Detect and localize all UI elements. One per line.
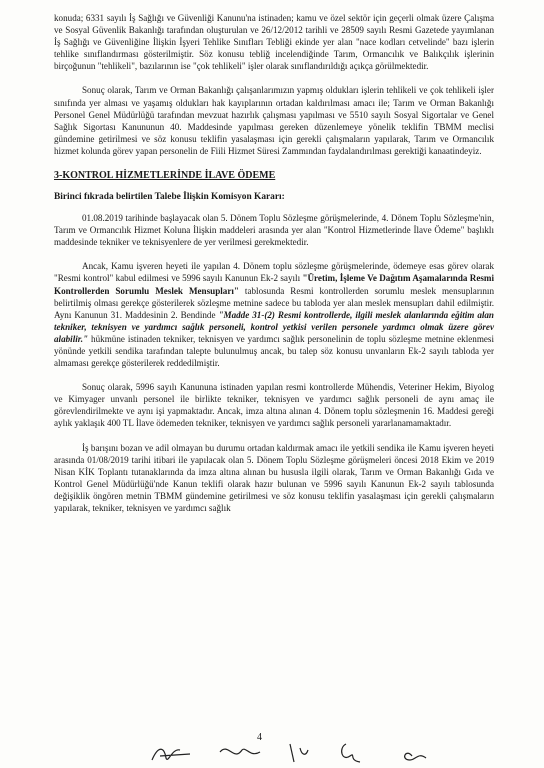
signature-row xyxy=(150,738,450,768)
paragraph-intro: konuda; 6331 sayılı İş Sağlığı ve Güvenliği Kanunu'na istinaden; kamu ve özel sektör için geçerli olmak üzere Çalışma ve Sosyal Güvenlik Bakanlığı tarafından oluşturulan ve 26/12/2012 tarihli ve 28509 sayılı Resmi Gazetede yayımlanan İş Sağlığı ve Güvenliğine İlişkin İşyeri Tehlike Sınıfları Tebliği ekinde yer alan "nace kodları cetvelinde" bazı işlerin tehlike sınıflandırması gösterilmiştir. Söz konusu tebliğ incelendiğinde Tarım, Ormancılık ve Balıkçılık işlerinin birçoğunun "tehlikeli", bazılarının ise "çok tehlikeli" işler olarak sınıflandırıldığı açıkça görülmektedir. xyxy=(54,13,494,72)
signature-4 xyxy=(342,744,360,762)
paragraph-negotiation-c: tablosunda Resmi kontrollerden sorumlu meslek mensuplarının belirtilmiş olması gerekçe gösterilerek sözleşme metnine sadece bu tabloda yer alan meslek mensupları dahil edilmiştir. Aynı Kanunun 31. Maddesinin 2. Bendinde xyxy=(54,285,494,320)
paragraph-negotiation-a: Ancak, Kamu işveren heyeti ile yapılan 4. Dönem toplu sözleşme görüşmelerinde, ödemeye esas görev olarak "Resmi kontrol" kabul edilmesi ve 5996 sayılı Kanunun Ek-2 sayılı xyxy=(54,261,494,284)
paragraph-negotiation xyxy=(54,260,494,369)
signature-3 xyxy=(290,744,308,762)
paragraph-conclusion-1: Sonuç olarak, Tarım ve Orman Bakanlığı çalışanlarımızın yapmış oldukları işlerin tehlikeli ve çok tehlikeli işler sınıfında yer alması ve yaşamış oldukları hak kayıplarının ortadan kaldırılması amacı ile; Tarım ve Orman Bakanlığı Personel Genel Müdürlüğü tarafından mevzuat hazırlık çalışması yapılması ve 5510 sayılı Sosyal Sigortalar ve Genel Sağlık Sigortası Kanununun 40. Maddesinde yapılması gereken düzenlemeye yönelik teklifin TBMM meclisi gündemine getirilmesi ve söz konusu teklifin yasalaşması için gerekli çalışmaların yapılarak, Tarım ve Ormancılık hizmet kolunda görev yapan personelin de Fiili Hizmet Süresi Zammından faydalandırılması gerektiği kanaatindeyiz. xyxy=(54,85,494,156)
section-heading: 3-KONTROL HİZMETLERİNDE İLAVE ÖDEME xyxy=(54,170,276,182)
section-subheading: Birinci fıkrada belirtilen Talebe İlişkin Komisyon Kararı: xyxy=(54,192,285,203)
paragraph-dates: 01.08.2019 tarihinde başlayacak olan 5. Dönem Toplu Sözleşme görüşmelerinde, 4. Dönem Toplu Sözleşme'nin, Tarım ve Ormancılık Hizmet Koluna İlişkin maddeleri arasında yer alan "Kontrol Hizmetlerinde İlave Ödeme" başlıklı maddesinde tekniker ve teknisyenlere de yer verilmesi gerekmektedir. xyxy=(54,213,494,248)
table-title-bold: "Üretim, İşleme Ve Dağıtım Aşamalarında Resmi Kontrollerden Sorumlu Meslek Mensupları" xyxy=(54,273,494,296)
law-quote-italic: "Madde 31-(2) Resmi kontrollerde, ilgili meslek alanlarında eğitim alan tekniker, teknisyen ve yardımcı sağlık personeli, kontrol yetkisi verilen personele yardımcı olmak üzere görev alabilir." xyxy=(54,309,494,344)
signature-2 xyxy=(220,749,260,754)
signature-5 xyxy=(405,753,426,760)
signature-1 xyxy=(152,749,190,760)
paragraph-negotiation-e: hükmüne istinaden tekniker, teknisyen ve yardımcı sağlık personelinin de toplu sözleşme metnine eklenmesi yönünde yetkili sendika tarafından talepte bulunulmuş ancak, bu talep söz konusu unvanların Ek-2 sayılı tabloda yer almaması gerekçe gösterilerek reddedilmiştir. xyxy=(54,333,494,369)
paragraph-final: İş barışını bozan ve adil olmayan bu durumu ortadan kaldırmak amacı ile yetkili sendika ile Kamu işveren heyeti arasında 01/08/2019 tarihi itibari ile yapılacak olan 5. Dönem Toplu Sözleşme görüşmeleri öncesi 2018 Ekim ve 2019 Nisan KİK Toplantı tutanaklarında da imza altına alınan bu hususla ilgili olarak, Tarım ve Orman Bakanlığı Gıda ve Kontrol Genel Müdürlüğü'nde Kanun teklifi olarak hazır bulunan ve 5996 sayılı Kanunun Ek-2 sayılı tablosunda değişiklik öngören metnin TBMM gündemine getirilmesi ve söz konusu teklifin yasalaşması için gerekli çalışmaların yapılarak, tekniker, teknisyen ve yardımcı sağlık xyxy=(54,442,494,513)
page-number: 4 xyxy=(257,732,262,743)
paragraph-conclusion-2: Sonuç olarak, 5996 sayılı Kanununa istinaden yapılan resmi kontrollerde Mühendis, Veteriner Hekim, Biyolog ve Kimyager unvanlı personel ile birlikte tekniker, teknisyen ve yardımcı sağlık personeli de aynı amaç ile görevlendirilmekte ve aynı işi yapmaktadır. Ancak, imza altına alınan 4. Dönem toplu sözleşmenin 16. Maddesi gereği aylık yaklaşık 400 TL İlave ödemeden tekniker, teknisyen ve yardımcı sağlık personeli yararlanamamaktadır. xyxy=(54,382,494,429)
